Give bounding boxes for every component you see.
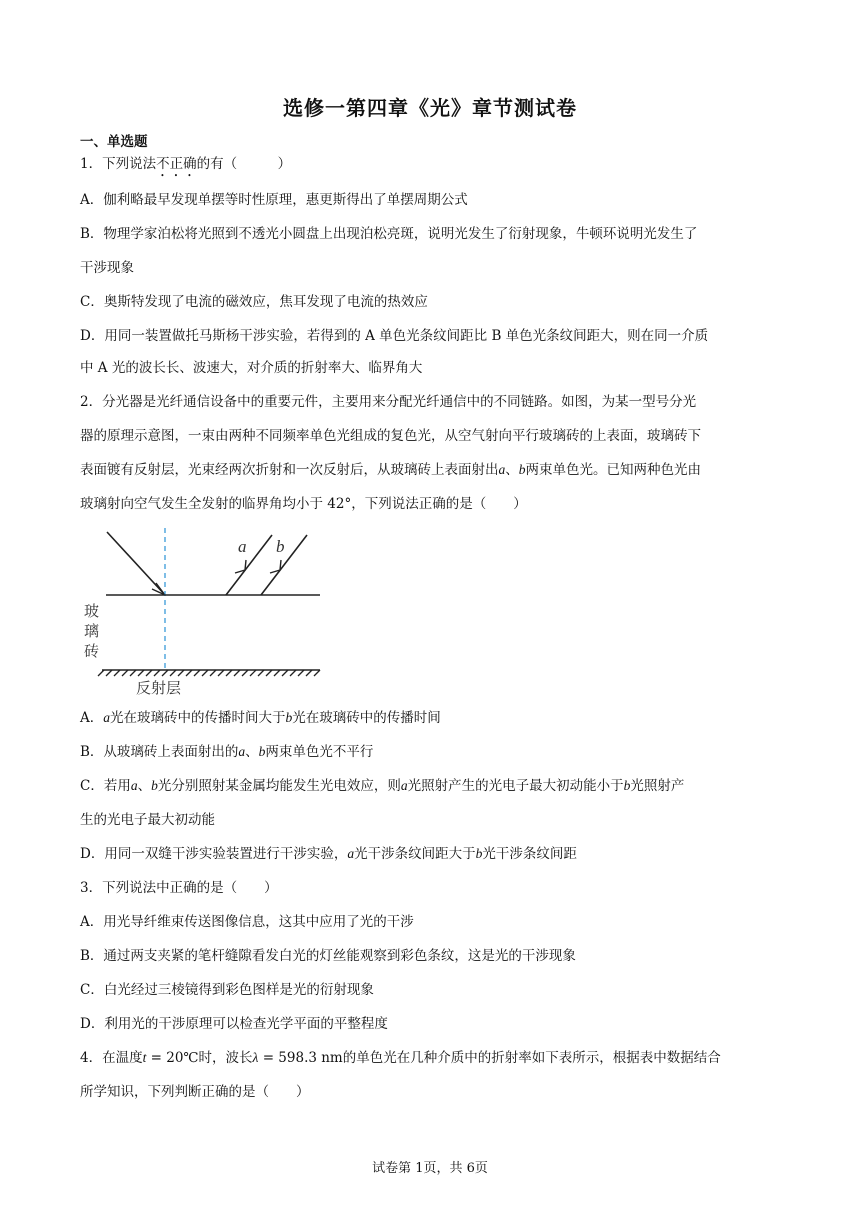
q1-option-b-cont: 干涉现象 (80, 260, 134, 276)
label-glass-1: 玻 (84, 602, 100, 620)
q2-option-a (80, 708, 441, 728)
q1-option-c: C．奥斯特发现了电流的磁效应，焦耳发现了电流的热效应 (80, 294, 428, 310)
question-1-stem (80, 154, 291, 180)
sep: 、 (245, 744, 259, 760)
section-heading: 一、单选题 (80, 134, 148, 150)
label-ray-b: b (276, 537, 285, 556)
var-a: a (347, 846, 355, 861)
opt-text-mid: 光干涉条纹间距大于 (354, 846, 476, 862)
opt-text-mid2: 光照射产生的光电子最大初动能小于 (407, 778, 624, 794)
opt-text: B．从玻璃砖上表面射出的 (80, 744, 239, 760)
splitter-diagram (80, 520, 340, 700)
var-t: t (142, 1050, 147, 1065)
q4-text-rest: 的单色光在几种介质中的折射率如下表所示，根据表中数据结合 (342, 1050, 721, 1066)
label-glass-3: 砖 (84, 642, 100, 660)
q1-option-b: B．物理学家泊松将光照到不透光小圆盘上出现泊松亮斑，说明光发生了衍射现象，牛顿环说明光发生了 (80, 226, 698, 242)
q2-l3-end: 两束单色光。已知两种色光由 (525, 462, 701, 478)
q4-wavelength: = 598.3 nm (258, 1050, 343, 1066)
var-lambda: λ (252, 1050, 259, 1065)
opt-label: A． (80, 710, 104, 726)
opt-text: 光在玻璃砖中的传播时间大于 (110, 710, 286, 726)
opt-text-end: 光在玻璃砖中的传播时间 (292, 710, 441, 726)
var-a: a (498, 462, 506, 477)
q2-stem-line3 (80, 460, 701, 480)
sep: 、 (137, 778, 152, 794)
q1-stem-text: 1．下列说法 (80, 156, 157, 172)
q4-text: 4．在温度 (80, 1050, 143, 1066)
q1-stem-tail: 的有（ ） (196, 156, 292, 172)
label-ray-a: a (238, 537, 247, 556)
q2-option-c (80, 776, 684, 796)
var-a: a (400, 778, 408, 793)
q2-l3-text: 表面镀有反射层，光束经两次折射和一次反射后，从玻璃砖上表面射出 (80, 462, 499, 478)
q1-emphasis: 不正确 (156, 156, 197, 172)
var-a: a (103, 710, 110, 725)
q1-option-d: D．用同一装置做托马斯杨干涉实验，若得到的 A 单色光条纹间距比 B 单色光条纹间距大，则在同一介质 (80, 328, 709, 344)
q1-option-a: A．伽利略最早发现单摆等时性原理，惠更斯得出了单摆周期公式 (80, 192, 468, 208)
q4-temp: = 20℃时，波长 (146, 1050, 253, 1066)
q2-stem-line2: 器的原理示意图，一束由两种不同频率单色光组成的复色光，从空气射向平行玻璃砖的上表面，玻璃砖下 (80, 428, 701, 444)
var-b: b (518, 462, 526, 477)
q2-stem-line4: 玻璃射向空气发生全发射的临界角均小于 42°，下列说法正确的是（ ） (80, 496, 527, 512)
hatching (98, 670, 320, 676)
var-b: b (258, 744, 266, 759)
q4-stem-line1 (80, 1048, 721, 1068)
q3-option-a: A．用光导纤维束传送图像信息，这其中应用了光的干涉 (80, 914, 414, 930)
q2-option-b (80, 742, 373, 762)
incident-ray (107, 532, 165, 595)
q3-stem: 3．下列说法中正确的是（ ） (80, 880, 278, 896)
q3-option-b: B．通过两支夹紧的笔杆缝隙看发白光的灯丝能观察到彩色条纹，这是光的干涉现象 (80, 948, 576, 964)
opt-text-end: 两束单色光不平行 (265, 744, 374, 760)
var-b: b (623, 778, 631, 793)
q2-stem-line1: 2．分光器是光纤通信设备中的重要元件，主要用来分配光纤通信中的不同链路。如图，为某一型号分光 (80, 394, 697, 410)
var-a: a (238, 744, 246, 759)
page-footer: 试卷第 1页，共 6页 (372, 1161, 488, 1176)
q1-option-d-cont: 中 A 光的波长长、波速大，对介质的折射率大、临界角大 (80, 360, 423, 376)
q4-stem-line2: 所学知识，下列判断正确的是（ ） (80, 1084, 310, 1100)
q2-option-c-cont: 生的光电子最大初动能 (80, 812, 215, 828)
q3-option-c: C．白光经过三棱镜得到彩色图样是光的衍射现象 (80, 982, 374, 998)
opt-text: C．若用 (80, 778, 131, 794)
opt-text-mid: 光分别照射某金属均能发生光电效应，则 (157, 778, 401, 794)
q2-option-d (80, 844, 577, 864)
var-b: b (151, 778, 158, 793)
ray-a (226, 535, 272, 595)
opt-text-end: 光干涉条纹间距 (482, 846, 577, 862)
var-b: b (285, 710, 293, 725)
q3-option-d: D．利用光的干涉原理可以检查光学平面的平整程度 (80, 1016, 388, 1032)
opt-text: D．用同一双缝干涉实验装置进行干涉实验， (80, 846, 348, 862)
opt-text-end: 光照射产 (630, 778, 685, 794)
var-a: a (130, 778, 138, 793)
label-glass-2: 璃 (84, 622, 100, 640)
label-reflective-layer: 反射层 (136, 679, 182, 697)
page-title: 选修一第四章《光》章节测试卷 (283, 96, 577, 120)
sep: 、 (505, 462, 519, 478)
diagram-svg (80, 520, 340, 700)
var-b: b (475, 846, 483, 861)
